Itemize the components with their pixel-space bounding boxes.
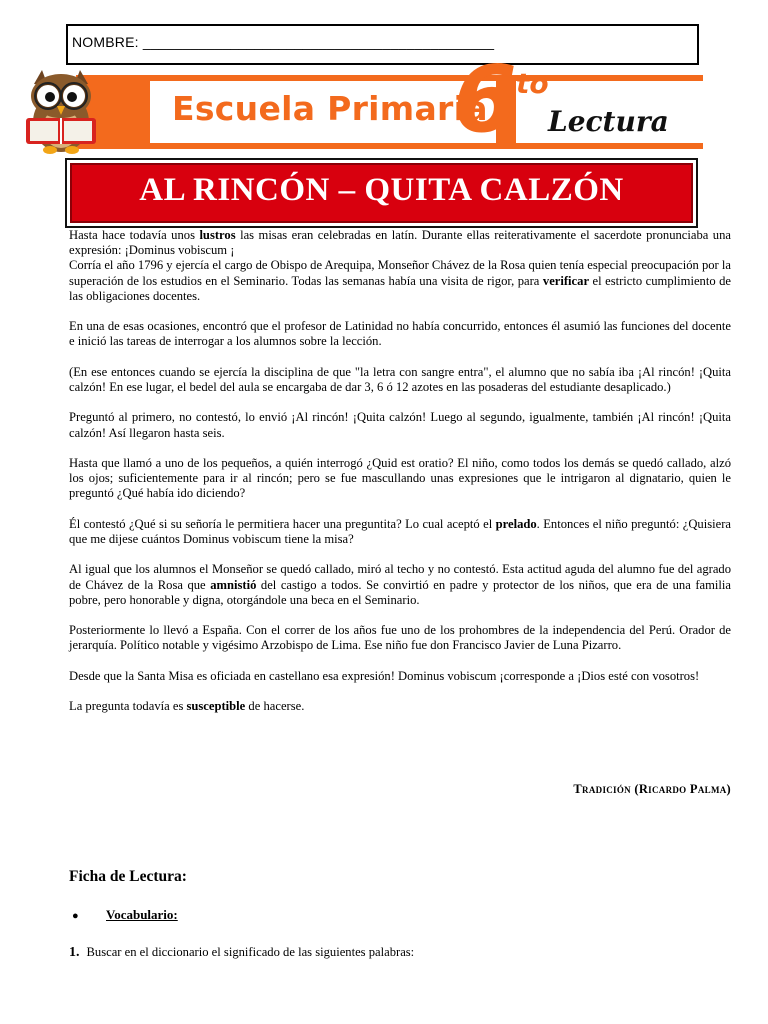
story-paragraph (69, 699, 731, 714)
story-paragraph (69, 228, 731, 258)
paragraph-gap (69, 547, 731, 562)
text-run: Posteriormente lo llevó a España. Con el correr de los años fue uno de los prohombres de la independencia del Perú. Orador de jerarquía. Político notable y vigésimo Arzobispo de Lima. Ese niño fue don Francisco Javier de Luna Pizarro. (69, 623, 731, 653)
paragraph-gap (69, 395, 731, 410)
paragraph-gap (69, 441, 731, 456)
story-paragraph (69, 410, 731, 440)
story-paragraph (69, 319, 731, 349)
text-run: del castigo a todos. Se convirtió en padre y protector de los niños, que era de una familia pobre, pero honorable y digna, otorgándole una beca en el Seminario. (69, 577, 731, 607)
story-paragraph (69, 669, 731, 684)
grade-suffix: to (516, 67, 549, 100)
text-run: . Entonces el niño preguntó: ¿Quisiera que me dijese cuántos Dominus vobiscum tiene la misa? (69, 516, 732, 546)
paragraph-gap (69, 608, 731, 623)
paragraph-gap (69, 350, 731, 365)
grade-number: 6 (453, 46, 518, 153)
text-run: de hacerse. (245, 699, 305, 714)
school-name: Escuela Primaria (172, 89, 488, 128)
exercise-number: 1. (69, 945, 80, 960)
vocabulary-word: amnistió (210, 577, 257, 592)
name-field-box (66, 24, 699, 65)
paragraph-gap (69, 654, 731, 669)
vocabulary-word: prelado (495, 516, 537, 531)
story-paragraph (69, 517, 731, 547)
text-run: La pregunta todavía es (69, 699, 187, 714)
vocabulary-word: lustros (199, 228, 236, 242)
text-run: Hasta que llamó a uno de los pequeños, a quién interrogó ¿Quid est oratio? El niño, como todos los demás se quedó callado, alzó los ojos; suficientemente para ir al rincón; pero se fue mascullando unas expresiones que le intrigaron al dignatario, quien le preguntó ¿Qué había ido diciendo? (69, 455, 731, 501)
reading-sheet-title: Ficha de Lectura: (69, 868, 187, 885)
text-run: En una de esas ocasiones, encontró que el profesor de Latinidad no había concurrido, entonces él asumió las funciones del docente e inició las tareas de interrogar a los alumnos sobre la lección. (69, 319, 731, 349)
story-title: AL RINCÓN – QUITA CALZÓN (139, 172, 624, 208)
story-paragraph (69, 456, 731, 502)
text-run: las misas eran celebradas en latín. Durante ellas reiterativamente el sacerdote pronunciaba una expresión: ¡Dominus vobiscum ¡ (69, 228, 731, 258)
vocabulary-heading: Vocabulario: (106, 907, 178, 922)
text-run: Él contestó ¿Qué si su señoría le permitiera hacer una preguntita? Lo cual aceptó el (69, 516, 496, 531)
story-paragraph (69, 562, 731, 608)
text-run: el estricto cumplimiento de las obligaciones docentes. (69, 273, 732, 303)
text-run: Corría el año 1796 y ejercía el cargo de Obispo de Arequipa, Monseñor Chávez de la Rosa quien tenía especial preocupación por la superación de los estudios en el Seminario. Todas las semanas había una visita de rigor, para (69, 258, 731, 288)
bullet-icon: ● (72, 910, 79, 922)
story-paragraph (69, 258, 731, 304)
attribution: Tradición (Ricardo Palma) (573, 782, 731, 796)
grade-label: Lectura (548, 105, 669, 138)
exercise-item-1 (69, 945, 414, 961)
text-run: Desde que la Santa Misa es oficiada en castellano esa expresión! Dominus vobiscum ¡corresponde a ¡Dios esté con vosotros! (69, 668, 700, 683)
story-paragraph (69, 365, 731, 395)
story-body (69, 228, 731, 714)
name-field-label: NOMBRE: ____________________________________________ (72, 34, 495, 50)
story-title-box (65, 158, 698, 228)
text-run: Hasta hace todavía unos (69, 228, 200, 242)
text-run: (En ese entonces cuando se ejercía la disciplina de que "la letra con sangre entra", el alumno que no sabía iba ¡Al rincón! ¡Quita calzón! En ese lugar, el bedel del aula se encargaba de dar 3, 6 ó 12 azotes en las posaderas del estudiante desaplicado.) (69, 364, 731, 394)
paragraph-gap (69, 502, 731, 517)
vocabulary-word: susceptible (186, 699, 246, 714)
exercise-text: Buscar en el diccionario el significado de las siguientes palabras: (86, 945, 415, 959)
story-paragraph (69, 623, 731, 653)
banner-title-panel (150, 81, 496, 143)
text-run: Al igual que los alumnos el Monseñor se quedó callado, miró al techo y no contestó. Esta actitud aguda del alumno fue del agrado de Chávez de la Rosa que (69, 562, 731, 592)
text-run: Preguntó al primero, no contestó, lo envió ¡Al rincón! ¡Quita calzón! Luego al segundo, igualmente, también ¡Al rincón! ¡Quita calzón! Así llegaron hasta seis. (69, 410, 731, 440)
paragraph-gap (69, 684, 731, 699)
vocabulary-word: verificar (542, 273, 590, 288)
paragraph-gap (69, 304, 731, 319)
owl-mascot-icon (18, 66, 104, 156)
